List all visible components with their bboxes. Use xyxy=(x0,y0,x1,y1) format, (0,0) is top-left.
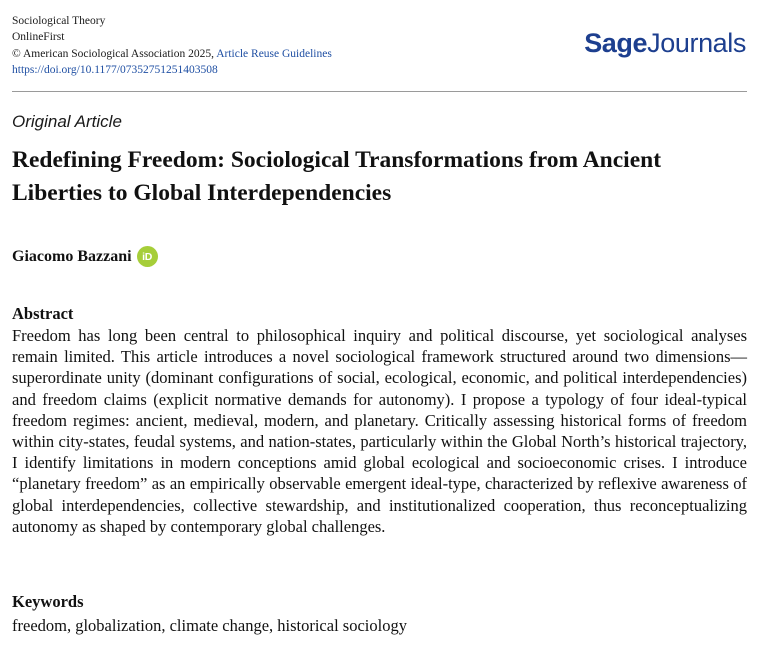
journal-name: Sociological Theory xyxy=(12,15,106,27)
abstract-heading: Abstract xyxy=(12,304,74,323)
keywords-list: freedom, globalization, climate change, historical sociology xyxy=(12,616,407,635)
article-type-label: Original Article xyxy=(12,112,122,131)
article-title: Redefining Freedom: Sociological Transformations from Ancient Liberties to Global Interdependencies xyxy=(12,147,662,206)
journal-masthead xyxy=(12,13,332,79)
reuse-guidelines-link[interactable]: Article Reuse Guidelines xyxy=(216,47,332,60)
header-divider xyxy=(12,91,747,92)
author-line xyxy=(12,246,158,267)
logo-journals-text: Journals xyxy=(647,28,746,58)
keywords-heading: Keywords xyxy=(12,592,84,611)
sage-journals-logo[interactable] xyxy=(584,28,746,59)
doi-link[interactable]: https://doi.org/10.1177/07352751251403508 xyxy=(12,64,218,77)
logo-sage-text: Sage xyxy=(584,28,648,58)
copyright-line xyxy=(12,46,332,62)
copyright-text: © American Sociological Association 2025, xyxy=(12,47,217,60)
edition-label: OnlineFirst xyxy=(12,31,65,44)
abstract-text: Freedom has long been central to philosophical inquiry and political discourse, yet sociological analyses remain limited. This article introduces a novel sociological framework structured around two dimensions—superordinate unity (dominant configurations of social, ecological, economic, and political interdependencies) and freedom claims (explicit normative demands for autonomy). I propose a typology of four ideal-typical freedom regimes: ancient, medieval, modern, and planetary. Critically assessing historical forms of freedom within city-states, feudal systems, and nation-states, particularly within the Global North’s historical trajectory, I identify limitations in modern conceptions amid global ecological and socioeconomic crises. I introduce “planetary freedom” as an empirically observable emergent ideal-type, characterized by reflexive awareness of global interdependencies, collective stewardship, and institutionalized cooperation, thus reconceptualizing autonomy as shaped by contemporary global challenges. xyxy=(12,326,747,536)
author-name[interactable]: Giacomo Bazzani xyxy=(12,247,132,265)
orcid-icon[interactable]: iD xyxy=(137,246,158,267)
